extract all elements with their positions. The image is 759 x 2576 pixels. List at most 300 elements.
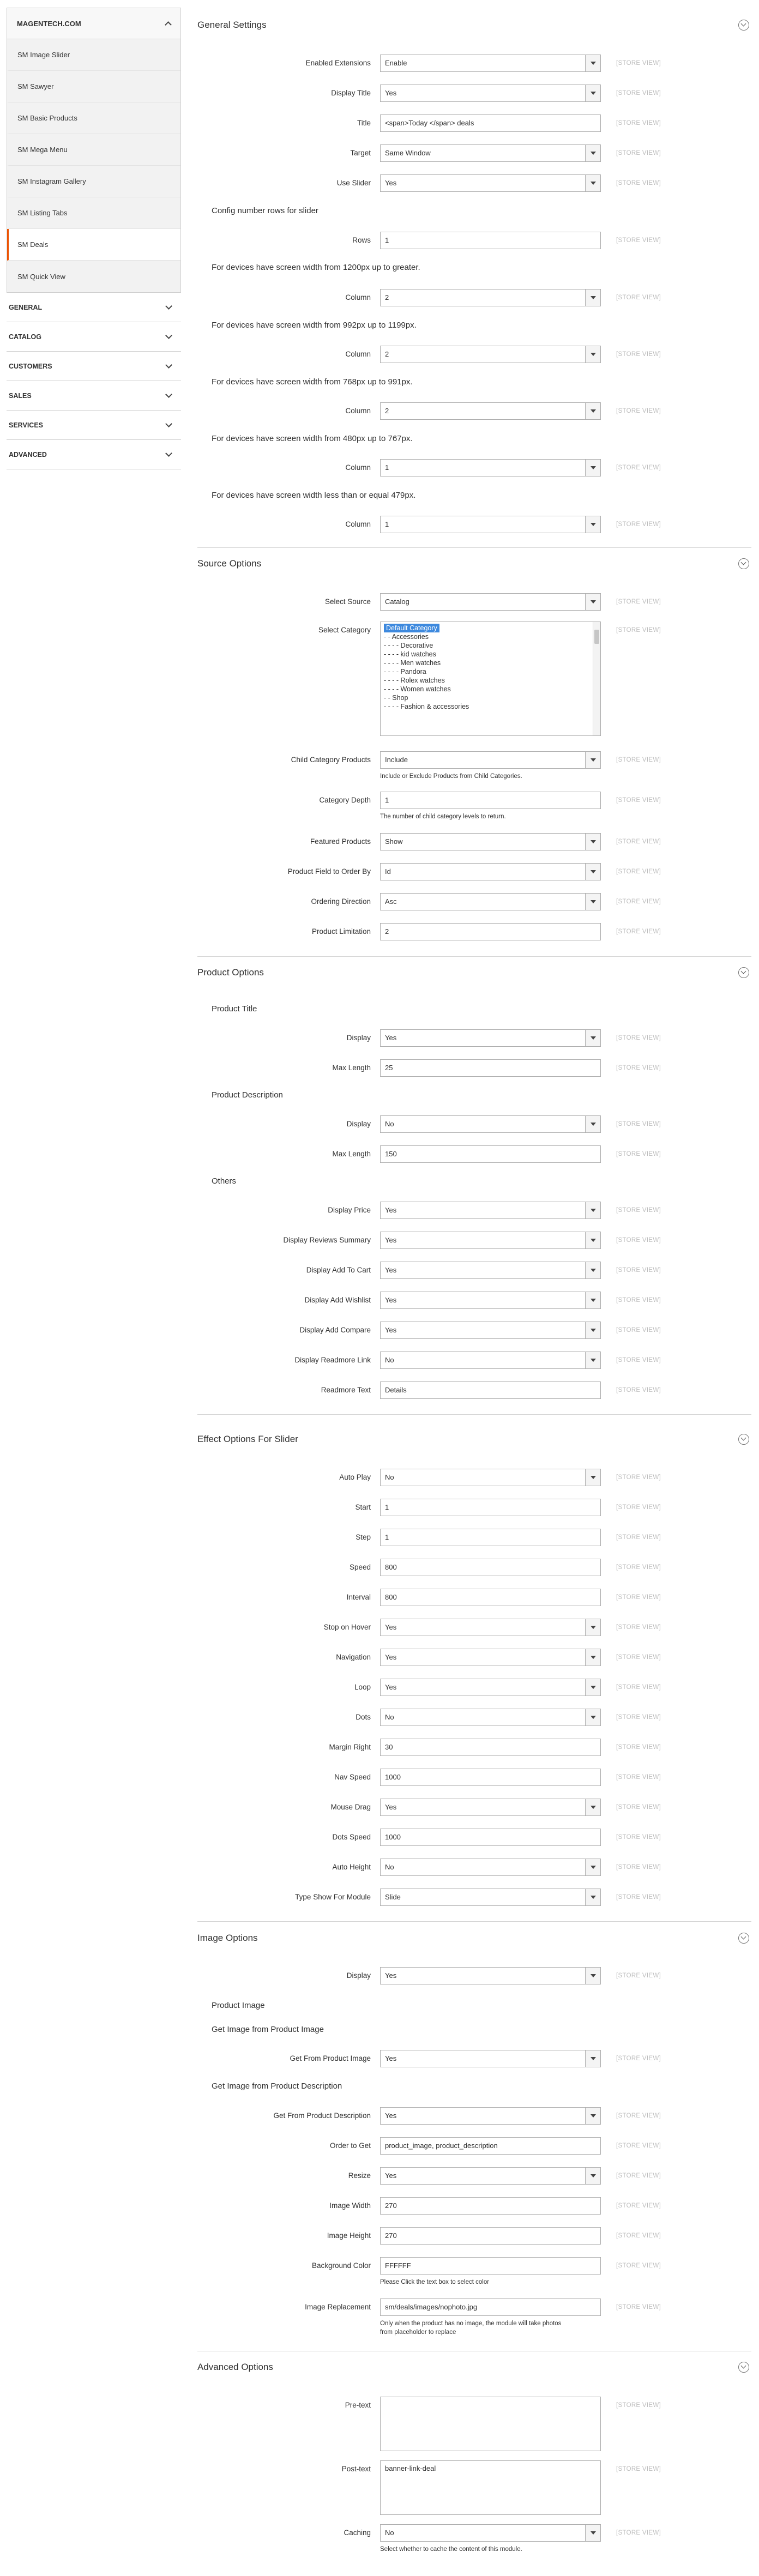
field-label: Target	[350, 149, 371, 157]
select-value: Yes	[385, 1683, 397, 1691]
section-title-image-options[interactable]: Image Options	[197, 1933, 258, 1943]
select-value: 2	[385, 293, 389, 301]
breakpoint-479-heading: For devices have screen width less than or equal 479px.	[212, 491, 416, 500]
sidebar-item-sm-instagram-gallery[interactable]	[7, 166, 180, 197]
navigation-select[interactable]	[380, 1649, 601, 1666]
scope-label: [STORE VIEW]	[616, 2203, 661, 2209]
sidebar-group-label: SERVICES	[9, 421, 43, 429]
scope-label: [STORE VIEW]	[616, 2263, 661, 2269]
dropdown-arrow-icon	[585, 834, 600, 850]
section-divider	[197, 956, 751, 957]
dropdown-arrow-icon	[585, 752, 600, 768]
field-label: Column	[345, 463, 371, 472]
scope-label: [STORE VIEW]	[616, 1744, 661, 1751]
dropdown-arrow-icon	[585, 85, 600, 101]
scope-label: [STORE VIEW]	[616, 599, 661, 605]
auto-play-select[interactable]	[380, 1469, 601, 1486]
sidebar-item-label: SM Instagram Gallery	[17, 177, 86, 185]
scope-label: [STORE VIEW]	[616, 237, 661, 244]
sidebar-tab-title: MAGENTECH.COM	[17, 19, 81, 28]
title-max-length-input[interactable]: 25	[380, 1059, 601, 1077]
field-label: Image Height	[327, 2231, 371, 2240]
field-label: Background Color	[311, 2261, 371, 2270]
dropdown-arrow-icon	[585, 1202, 600, 1218]
stop-on-hover-select[interactable]	[380, 1619, 601, 1636]
scope-label: [STORE VIEW]	[616, 2466, 661, 2472]
field-label: Display Title	[331, 89, 371, 97]
chevron-down-icon	[165, 361, 172, 369]
dropdown-arrow-icon	[585, 594, 600, 610]
config-sidebar	[7, 8, 181, 469]
select-value: Yes	[385, 1236, 397, 1244]
scope-label: [STORE VIEW]	[616, 1267, 661, 1274]
use-slider-select[interactable]	[380, 174, 601, 192]
chevron-down-icon	[165, 332, 172, 339]
column-479-select[interactable]	[380, 516, 601, 533]
scope-label: [STORE VIEW]	[616, 1894, 661, 1901]
select-value: Include	[385, 756, 408, 764]
column-992-select[interactable]	[380, 346, 601, 363]
field-label: Featured Products	[310, 837, 371, 846]
field-label: Margin Right	[329, 1743, 371, 1751]
sidebar-item-sm-sawyer[interactable]	[7, 71, 180, 102]
product-description-heading: Product Description	[212, 1090, 283, 1100]
sidebar-item-label: SM Quick View	[17, 272, 65, 281]
field-label: Category Depth	[319, 796, 371, 804]
featured-products-select[interactable]	[380, 833, 601, 850]
section-title-source-options[interactable]: Source Options	[197, 558, 262, 569]
type-show-select[interactable]	[380, 1889, 601, 1906]
dropdown-arrow-icon	[585, 516, 600, 533]
margin-right-input[interactable]: 30	[380, 1739, 601, 1756]
category-option[interactable]	[384, 624, 600, 632]
field-label: Column	[345, 293, 371, 301]
scope-label: [STORE VIEW]	[616, 1237, 661, 1244]
order-by-select[interactable]	[380, 863, 601, 880]
select-value: No	[385, 1120, 394, 1128]
category-option[interactable]: - - - - Women watches	[384, 685, 451, 693]
scope-label: [STORE VIEW]	[616, 294, 661, 301]
scope-label: [STORE VIEW]	[616, 1654, 661, 1661]
sidebar-group-label: ADVANCED	[9, 450, 47, 459]
section-title-effect-options[interactable]: Effect Options For Slider	[197, 1434, 298, 1444]
field-label: Speed	[349, 1563, 371, 1571]
field-label: Rows	[352, 236, 371, 244]
sidebar-group-catalog[interactable]	[7, 322, 181, 352]
field-label: Step	[356, 1533, 371, 1541]
title-display-select[interactable]	[380, 1029, 601, 1047]
dropdown-arrow-icon	[585, 1709, 600, 1726]
scope-label: [STORE VIEW]	[616, 2113, 661, 2119]
sidebar-group-label: CUSTOMERS	[9, 362, 52, 370]
scope-label: [STORE VIEW]	[616, 2143, 661, 2149]
chevron-down-icon	[165, 391, 172, 398]
field-label: Column	[345, 407, 371, 415]
field-label: Product Limitation	[311, 927, 371, 936]
field-label: Dots	[356, 1713, 371, 1721]
field-label: Display Add Wishlist	[304, 1296, 371, 1304]
scope-label: [STORE VIEW]	[616, 838, 661, 845]
sidebar-item-label: SM Listing Tabs	[17, 209, 68, 217]
speed-input[interactable]: 800	[380, 1559, 601, 1576]
scope-label: [STORE VIEW]	[616, 120, 661, 126]
field-note: Please Click the text box to select color	[380, 2279, 490, 2285]
select-value: Enable	[385, 59, 407, 67]
scope-label: [STORE VIEW]	[616, 1684, 661, 1691]
scope-label: [STORE VIEW]	[616, 1864, 661, 1871]
loop-select[interactable]	[380, 1679, 601, 1696]
category-multiselect[interactable]	[380, 622, 601, 736]
field-label: Stop on Hover	[323, 1623, 371, 1631]
select-value: 1	[385, 520, 389, 528]
field-note: from placeholder to replace	[380, 2329, 456, 2336]
section-title-product-options[interactable]: Product Options	[197, 967, 264, 978]
select-value: 2	[385, 407, 389, 415]
section-divider	[197, 1414, 751, 1415]
pre-text-textarea[interactable]	[380, 2397, 601, 2451]
dots-select[interactable]	[380, 1709, 601, 1726]
readmore-text-input[interactable]: Details	[380, 1381, 601, 1399]
column-480-select[interactable]	[380, 459, 601, 476]
field-label: Loop	[354, 1683, 371, 1691]
chevron-down-icon	[165, 450, 172, 457]
display-title-select[interactable]	[380, 85, 601, 102]
dropdown-arrow-icon	[585, 1799, 600, 1815]
display-price-select[interactable]	[380, 1202, 601, 1219]
field-note: Include or Exclude Products from Child Categories.	[380, 773, 522, 780]
select-value: No	[385, 2529, 394, 2537]
nav-speed-input[interactable]: 1000	[380, 1769, 601, 1786]
sidebar-tab-magentech[interactable]	[7, 8, 181, 39]
from-product-image-heading: Get Image from Product Image	[212, 2025, 324, 2034]
chevron-up-icon	[165, 21, 172, 28]
scope-label: [STORE VIEW]	[616, 627, 661, 634]
field-label: Column	[345, 520, 371, 528]
category-option-label: Default Category	[384, 624, 439, 632]
category-option[interactable]: - - - - Fashion & accessories	[384, 703, 469, 710]
dropdown-arrow-icon	[585, 55, 600, 71]
interval-input[interactable]: 800	[380, 1589, 601, 1606]
dropdown-arrow-icon	[585, 2108, 600, 2124]
collapse-toggle-icon[interactable]	[738, 967, 749, 978]
field-note: Only when the product has no image, the module will take photos	[380, 2320, 562, 2327]
field-label: Get From Product Description	[273, 2112, 371, 2120]
scope-label: [STORE VIEW]	[616, 1327, 661, 1334]
sidebar-group-general[interactable]	[7, 293, 181, 322]
category-depth-input[interactable]: 1	[380, 792, 601, 809]
section-divider	[197, 547, 751, 548]
from-product-description-heading: Get Image from Product Description	[212, 2082, 342, 2091]
scope-label: [STORE VIEW]	[616, 351, 661, 358]
dropdown-arrow-icon	[585, 1679, 600, 1696]
sidebar-item-sm-deals[interactable]	[7, 229, 180, 261]
config-main	[197, 0, 751, 2576]
section-title-advanced-options[interactable]: Advanced Options	[197, 2362, 273, 2372]
auto-height-select[interactable]	[380, 1859, 601, 1876]
sidebar-group-services[interactable]	[7, 411, 181, 440]
field-label: Title	[357, 119, 371, 127]
select-value: Catalog	[385, 598, 409, 606]
rows-heading: Config number rows for slider	[212, 206, 318, 215]
field-label: Display Reviews Summary	[283, 1236, 371, 1244]
dropdown-arrow-icon	[585, 1262, 600, 1278]
scrollbar-thumb[interactable]	[594, 630, 599, 644]
sidebar-group-label: CATALOG	[9, 333, 41, 341]
select-value: Yes	[385, 2171, 397, 2180]
field-label: Select Source	[324, 598, 371, 606]
field-label: Auto Height	[332, 1863, 371, 1871]
scope-label: [STORE VIEW]	[616, 90, 661, 96]
field-label: Display	[346, 1034, 371, 1042]
sidebar-item-sm-mega-menu[interactable]	[7, 134, 180, 166]
breakpoint-992-heading: For devices have screen width from 992px up to 1199px.	[212, 321, 417, 330]
dropdown-arrow-icon	[585, 1889, 600, 1905]
scope-label: [STORE VIEW]	[616, 1297, 661, 1304]
field-label: Column	[345, 350, 371, 358]
scope-label: [STORE VIEW]	[616, 150, 661, 156]
image-width-input[interactable]: 270	[380, 2197, 601, 2215]
field-label: Display Add To Cart	[306, 1266, 371, 1274]
select-value: No	[385, 1863, 394, 1871]
scope-label: [STORE VIEW]	[616, 1207, 661, 1214]
select-value: Slide	[385, 1893, 401, 1901]
select-value: Yes	[385, 1296, 397, 1304]
scope-label: [STORE VIEW]	[616, 1804, 661, 1811]
category-option[interactable]: - - Accessories	[384, 633, 429, 641]
mouse-drag-select[interactable]	[380, 1799, 601, 1816]
scope-label: [STORE VIEW]	[616, 521, 661, 528]
sidebar-item-sm-image-slider[interactable]	[7, 39, 180, 71]
sidebar-item-label: SM Mega Menu	[17, 146, 68, 154]
display-add-wishlist-select[interactable]	[380, 1292, 601, 1309]
post-text-textarea[interactable]: banner-link-deal	[380, 2460, 601, 2515]
scope-label: [STORE VIEW]	[616, 1834, 661, 1841]
display-add-compare-select[interactable]	[380, 1322, 601, 1339]
breakpoint-480-heading: For devices have screen width from 480px up to 767px.	[212, 434, 413, 443]
dropdown-arrow-icon	[585, 1469, 600, 1486]
title-input[interactable]: <span>Today </span> deals	[380, 114, 601, 132]
chevron-down-icon	[165, 420, 172, 427]
select-value: No	[385, 1713, 394, 1721]
collapse-toggle-icon[interactable]	[738, 20, 749, 31]
select-value: Yes	[385, 1326, 397, 1334]
collapse-toggle-icon[interactable]	[738, 2362, 749, 2373]
field-note: The number of child category levels to return.	[380, 813, 506, 820]
desc-display-select[interactable]	[380, 1115, 601, 1133]
scope-label: [STORE VIEW]	[616, 757, 661, 763]
dropdown-arrow-icon	[585, 2525, 600, 2541]
collapse-toggle-icon[interactable]	[738, 558, 749, 569]
product-image-heading: Product Image	[212, 2001, 265, 2010]
select-value: Yes	[385, 1034, 397, 1042]
category-option[interactable]: - - Shop	[384, 694, 408, 702]
scope-label: [STORE VIEW]	[616, 2173, 661, 2179]
category-option[interactable]: - - - - kid watches	[384, 650, 436, 658]
field-label: Get From Product Image	[290, 2054, 371, 2062]
multiselect-scrollbar[interactable]	[593, 622, 600, 735]
get-from-image-select[interactable]	[380, 2050, 601, 2067]
product-limitation-input[interactable]: 2	[380, 923, 601, 940]
field-label: Navigation	[336, 1653, 371, 1661]
collapse-toggle-icon[interactable]	[738, 1933, 749, 1944]
sidebar-item-label: SM Sawyer	[17, 82, 54, 91]
field-label: Image Replacement	[305, 2303, 371, 2311]
display-readmore-select[interactable]	[380, 1352, 601, 1369]
dropdown-arrow-icon	[585, 2168, 600, 2184]
scope-label: [STORE VIEW]	[616, 1594, 661, 1601]
field-label: Use Slider	[336, 179, 371, 187]
sidebar-group-sales[interactable]	[7, 381, 181, 411]
enabled-extensions-select[interactable]	[380, 55, 601, 72]
dropdown-arrow-icon	[585, 289, 600, 306]
select-value: No	[385, 1356, 394, 1364]
target-select[interactable]	[380, 144, 601, 162]
select-value: Yes	[385, 1971, 397, 1980]
scope-label: [STORE VIEW]	[616, 1774, 661, 1781]
field-label: Start	[355, 1503, 371, 1511]
column-1200-select[interactable]	[380, 289, 601, 306]
dropdown-arrow-icon	[585, 175, 600, 191]
field-label: Interval	[346, 1593, 371, 1601]
select-value: Yes	[385, 1623, 397, 1631]
section-title-general-settings[interactable]: General Settings	[197, 20, 267, 30]
get-from-description-select[interactable]	[380, 2107, 601, 2125]
category-option[interactable]: - - - - Men watches	[384, 659, 441, 667]
scope-label: [STORE VIEW]	[616, 1121, 661, 1127]
sidebar-group-customers[interactable]	[7, 352, 181, 381]
field-note: Select whether to cache the content of this module.	[380, 2546, 522, 2553]
sidebar-group-advanced[interactable]	[7, 440, 181, 469]
select-value: 1	[385, 463, 389, 472]
dropdown-arrow-icon	[585, 1322, 600, 1338]
dropdown-arrow-icon	[585, 1292, 600, 1308]
caching-select[interactable]	[380, 2524, 601, 2542]
select-value: 2	[385, 350, 389, 358]
order-to-get-input[interactable]: product_image, product_description	[380, 2137, 601, 2155]
scope-label: [STORE VIEW]	[616, 180, 661, 186]
scope-label: [STORE VIEW]	[616, 898, 661, 905]
field-label: Post-text	[341, 2465, 371, 2473]
child-category-select[interactable]	[380, 751, 601, 769]
image-height-input[interactable]: 270	[380, 2227, 601, 2245]
scope-label: [STORE VIEW]	[616, 1564, 661, 1571]
category-option[interactable]: - - - - Rolex watches	[384, 677, 445, 684]
sidebar-item-label: SM Deals	[17, 240, 49, 249]
scope-label: [STORE VIEW]	[616, 2402, 661, 2409]
field-label: Product Field to Order By	[287, 867, 371, 876]
product-title-heading: Product Title	[212, 1004, 257, 1013]
dropdown-arrow-icon	[585, 346, 600, 363]
scope-label: [STORE VIEW]	[616, 797, 661, 804]
ordering-direction-select[interactable]	[380, 893, 601, 910]
select-value: No	[385, 1473, 394, 1481]
field-label: Readmore Text	[321, 1386, 371, 1394]
sidebar-item-label: SM Image Slider	[17, 51, 70, 59]
dropdown-arrow-icon	[585, 145, 600, 161]
dropdown-arrow-icon	[585, 1232, 600, 1248]
category-option[interactable]: - - - - Pandora	[384, 668, 426, 675]
field-label: Type Show For Module	[295, 1893, 371, 1901]
display-add-to-cart-select[interactable]	[380, 1262, 601, 1279]
dropdown-arrow-icon	[585, 1619, 600, 1636]
dropdown-arrow-icon	[585, 460, 600, 476]
dots-speed-input[interactable]: 1000	[380, 1829, 601, 1846]
display-reviews-select[interactable]	[380, 1232, 601, 1249]
sidebar-group-label: GENERAL	[9, 303, 43, 311]
dropdown-arrow-icon	[585, 1030, 600, 1046]
select-value: Same Window	[385, 149, 431, 157]
step-input[interactable]: 1	[380, 1529, 601, 1546]
field-label: Enabled Extensions	[305, 59, 371, 67]
field-label: Select Category	[318, 626, 371, 634]
breakpoint-768-heading: For devices have screen width from 768px up to 991px.	[212, 377, 413, 387]
field-label: Resize	[348, 2171, 371, 2180]
dropdown-arrow-icon	[585, 864, 600, 880]
select-value: Show	[385, 837, 403, 846]
select-source-select[interactable]	[380, 593, 601, 611]
field-label: Image Width	[329, 2201, 371, 2210]
scope-label: [STORE VIEW]	[616, 1714, 661, 1721]
scope-label: [STORE VIEW]	[616, 1387, 661, 1393]
scope-label: [STORE VIEW]	[616, 1624, 661, 1631]
column-768-select[interactable]	[380, 402, 601, 420]
select-value: Yes	[385, 2054, 397, 2062]
field-label: Display	[346, 1120, 371, 1128]
image-replacement-input[interactable]: sm/deals/images/nophoto.jpg	[380, 2299, 601, 2316]
scope-label: [STORE VIEW]	[616, 1035, 661, 1041]
sidebar-item-sm-basic-products[interactable]	[7, 102, 180, 134]
scope-label: [STORE VIEW]	[616, 2233, 661, 2239]
scope-label: [STORE VIEW]	[616, 1357, 661, 1364]
resize-select[interactable]	[380, 2167, 601, 2185]
field-label: Nav Speed	[334, 1773, 371, 1781]
sidebar-item-sm-listing-tabs[interactable]	[7, 197, 180, 229]
sidebar-item-sm-quick-view[interactable]	[7, 261, 180, 292]
scope-label: [STORE VIEW]	[616, 2304, 661, 2310]
sidebar-group-label: SALES	[9, 391, 32, 400]
field-label: Display Readmore Link	[294, 1356, 371, 1364]
scope-label: [STORE VIEW]	[616, 2530, 661, 2536]
field-label: Order to Get	[329, 2141, 371, 2150]
field-label: Dots Speed	[332, 1833, 371, 1841]
dropdown-arrow-icon	[585, 403, 600, 419]
select-value: Yes	[385, 1803, 397, 1811]
select-value: Yes	[385, 1206, 397, 1214]
rows-input[interactable]: 1	[380, 232, 601, 249]
field-label: Display Add Compare	[299, 1326, 371, 1334]
field-label: Caching	[344, 2529, 371, 2537]
scope-label: [STORE VIEW]	[616, 1065, 661, 1071]
select-value: Id	[385, 867, 391, 876]
collapse-toggle-icon[interactable]	[738, 1434, 749, 1445]
scope-label: [STORE VIEW]	[616, 868, 661, 875]
background-color-input[interactable]: FFFFFF	[380, 2257, 601, 2275]
scope-label: [STORE VIEW]	[616, 928, 661, 935]
select-value: Yes	[385, 89, 397, 97]
others-heading: Others	[212, 1177, 237, 1186]
scope-label: [STORE VIEW]	[616, 2055, 661, 2062]
desc-max-length-input[interactable]: 150	[380, 1145, 601, 1163]
sidebar-submenu	[7, 39, 181, 293]
field-label: Mouse Drag	[330, 1803, 371, 1811]
start-input[interactable]: 1	[380, 1499, 601, 1516]
image-display-select[interactable]	[380, 1967, 601, 1984]
select-value: Yes	[385, 2112, 397, 2120]
field-label: Display	[346, 1971, 371, 1980]
scope-label: [STORE VIEW]	[616, 464, 661, 471]
category-option[interactable]: - - - - Decorative	[384, 642, 433, 649]
breakpoint-1200-heading: For devices have screen width from 1200px up to greater.	[212, 263, 420, 272]
